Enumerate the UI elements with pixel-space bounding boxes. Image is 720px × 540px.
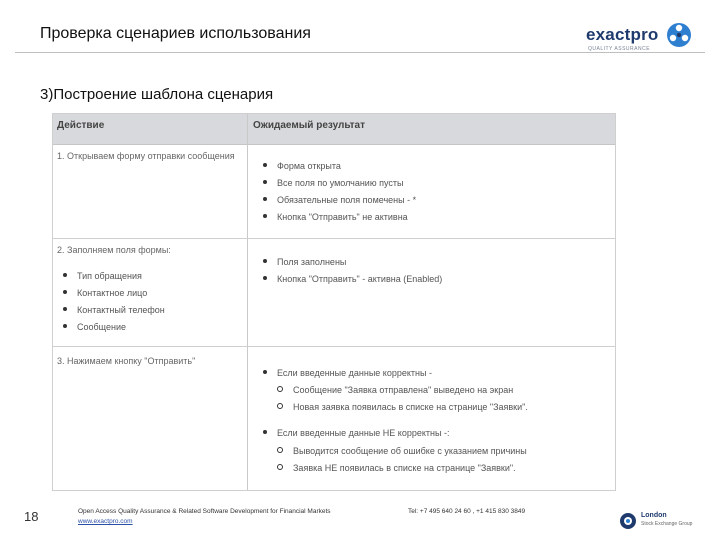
row-3-result-group-1-items (257, 384, 528, 418)
section-subtitle: 3)Построение шаблона сценария (40, 86, 274, 103)
footer-description: Open Access Quality Assurance & Related Software Development for Financial Markets (78, 508, 331, 515)
list-item: Кнопка "Отправить" не активна (257, 211, 416, 228)
list-item: Все поля по умолчанию пусты (257, 177, 416, 194)
row-3-action: 3. Нажимаем кнопку "Отправить" (57, 356, 196, 366)
row-2-action: 2. Заполняем поля формы: (57, 245, 171, 255)
lse-subtitle: Stock Exchange Group (641, 521, 693, 527)
row-2-results (257, 256, 442, 290)
list-item: Контактный телефон (57, 304, 165, 321)
list-item: Тип обращения (57, 270, 165, 287)
lse-crest-icon (619, 512, 637, 530)
lse-logo (619, 510, 709, 534)
list-item: Сообщение "Заявка отправлена" выведено на экран (257, 384, 528, 401)
row-3-result-group-1 (257, 367, 432, 384)
scenario-table (52, 113, 616, 491)
row-divider (53, 238, 615, 239)
table-header (53, 114, 615, 145)
header-divider (15, 52, 705, 53)
list-item: Форма открыта (257, 160, 416, 177)
column-divider (247, 114, 248, 490)
list-item: Новая заявка появилась в списке на странице "Заявки". (257, 401, 528, 418)
lse-name: London (641, 512, 667, 519)
list-item: Кнопка "Отправить" - активна (Enabled) (257, 273, 442, 290)
logo-text: exactpro (586, 25, 659, 44)
list-item: Обязательные поля помечены - * (257, 194, 416, 211)
list-item: Выводится сообщение об ошибке с указанием причины (257, 445, 527, 462)
exactpro-logo (586, 22, 706, 56)
list-item: Поля заполнены (257, 256, 442, 273)
list-item: Если введенные данные корректны - (257, 367, 432, 384)
list-item: Контактное лицо (57, 287, 165, 304)
list-item: Заявка НЕ появилась в списке на странице "Заявки". (257, 462, 527, 479)
row-3-result-group-2 (257, 427, 449, 444)
row-divider (53, 346, 615, 347)
page-title: Проверка сценариев использования (40, 25, 311, 42)
column-header-action: Действие (57, 120, 105, 131)
exactpro-logo-icon (666, 22, 692, 48)
list-item: Сообщение (57, 321, 165, 338)
footer-phones: Tel: +7 495 640 24 60 , +1 415 830 3849 (408, 508, 526, 515)
row-2-action-items (57, 270, 165, 338)
logo-tagline: QUALITY ASSURANCE (588, 46, 651, 52)
row-3-result-group-2-items (257, 445, 527, 479)
column-header-result: Ожидаемый результат (253, 120, 366, 131)
row-1-results (257, 160, 416, 228)
website-link[interactable]: www.exactpro.com (78, 518, 133, 525)
list-item: Если введенные данные НЕ корректны -: (257, 427, 449, 444)
row-1-action: 1. Открываем форму отправки сообщения (57, 151, 235, 161)
page-number: 18 (24, 509, 39, 524)
